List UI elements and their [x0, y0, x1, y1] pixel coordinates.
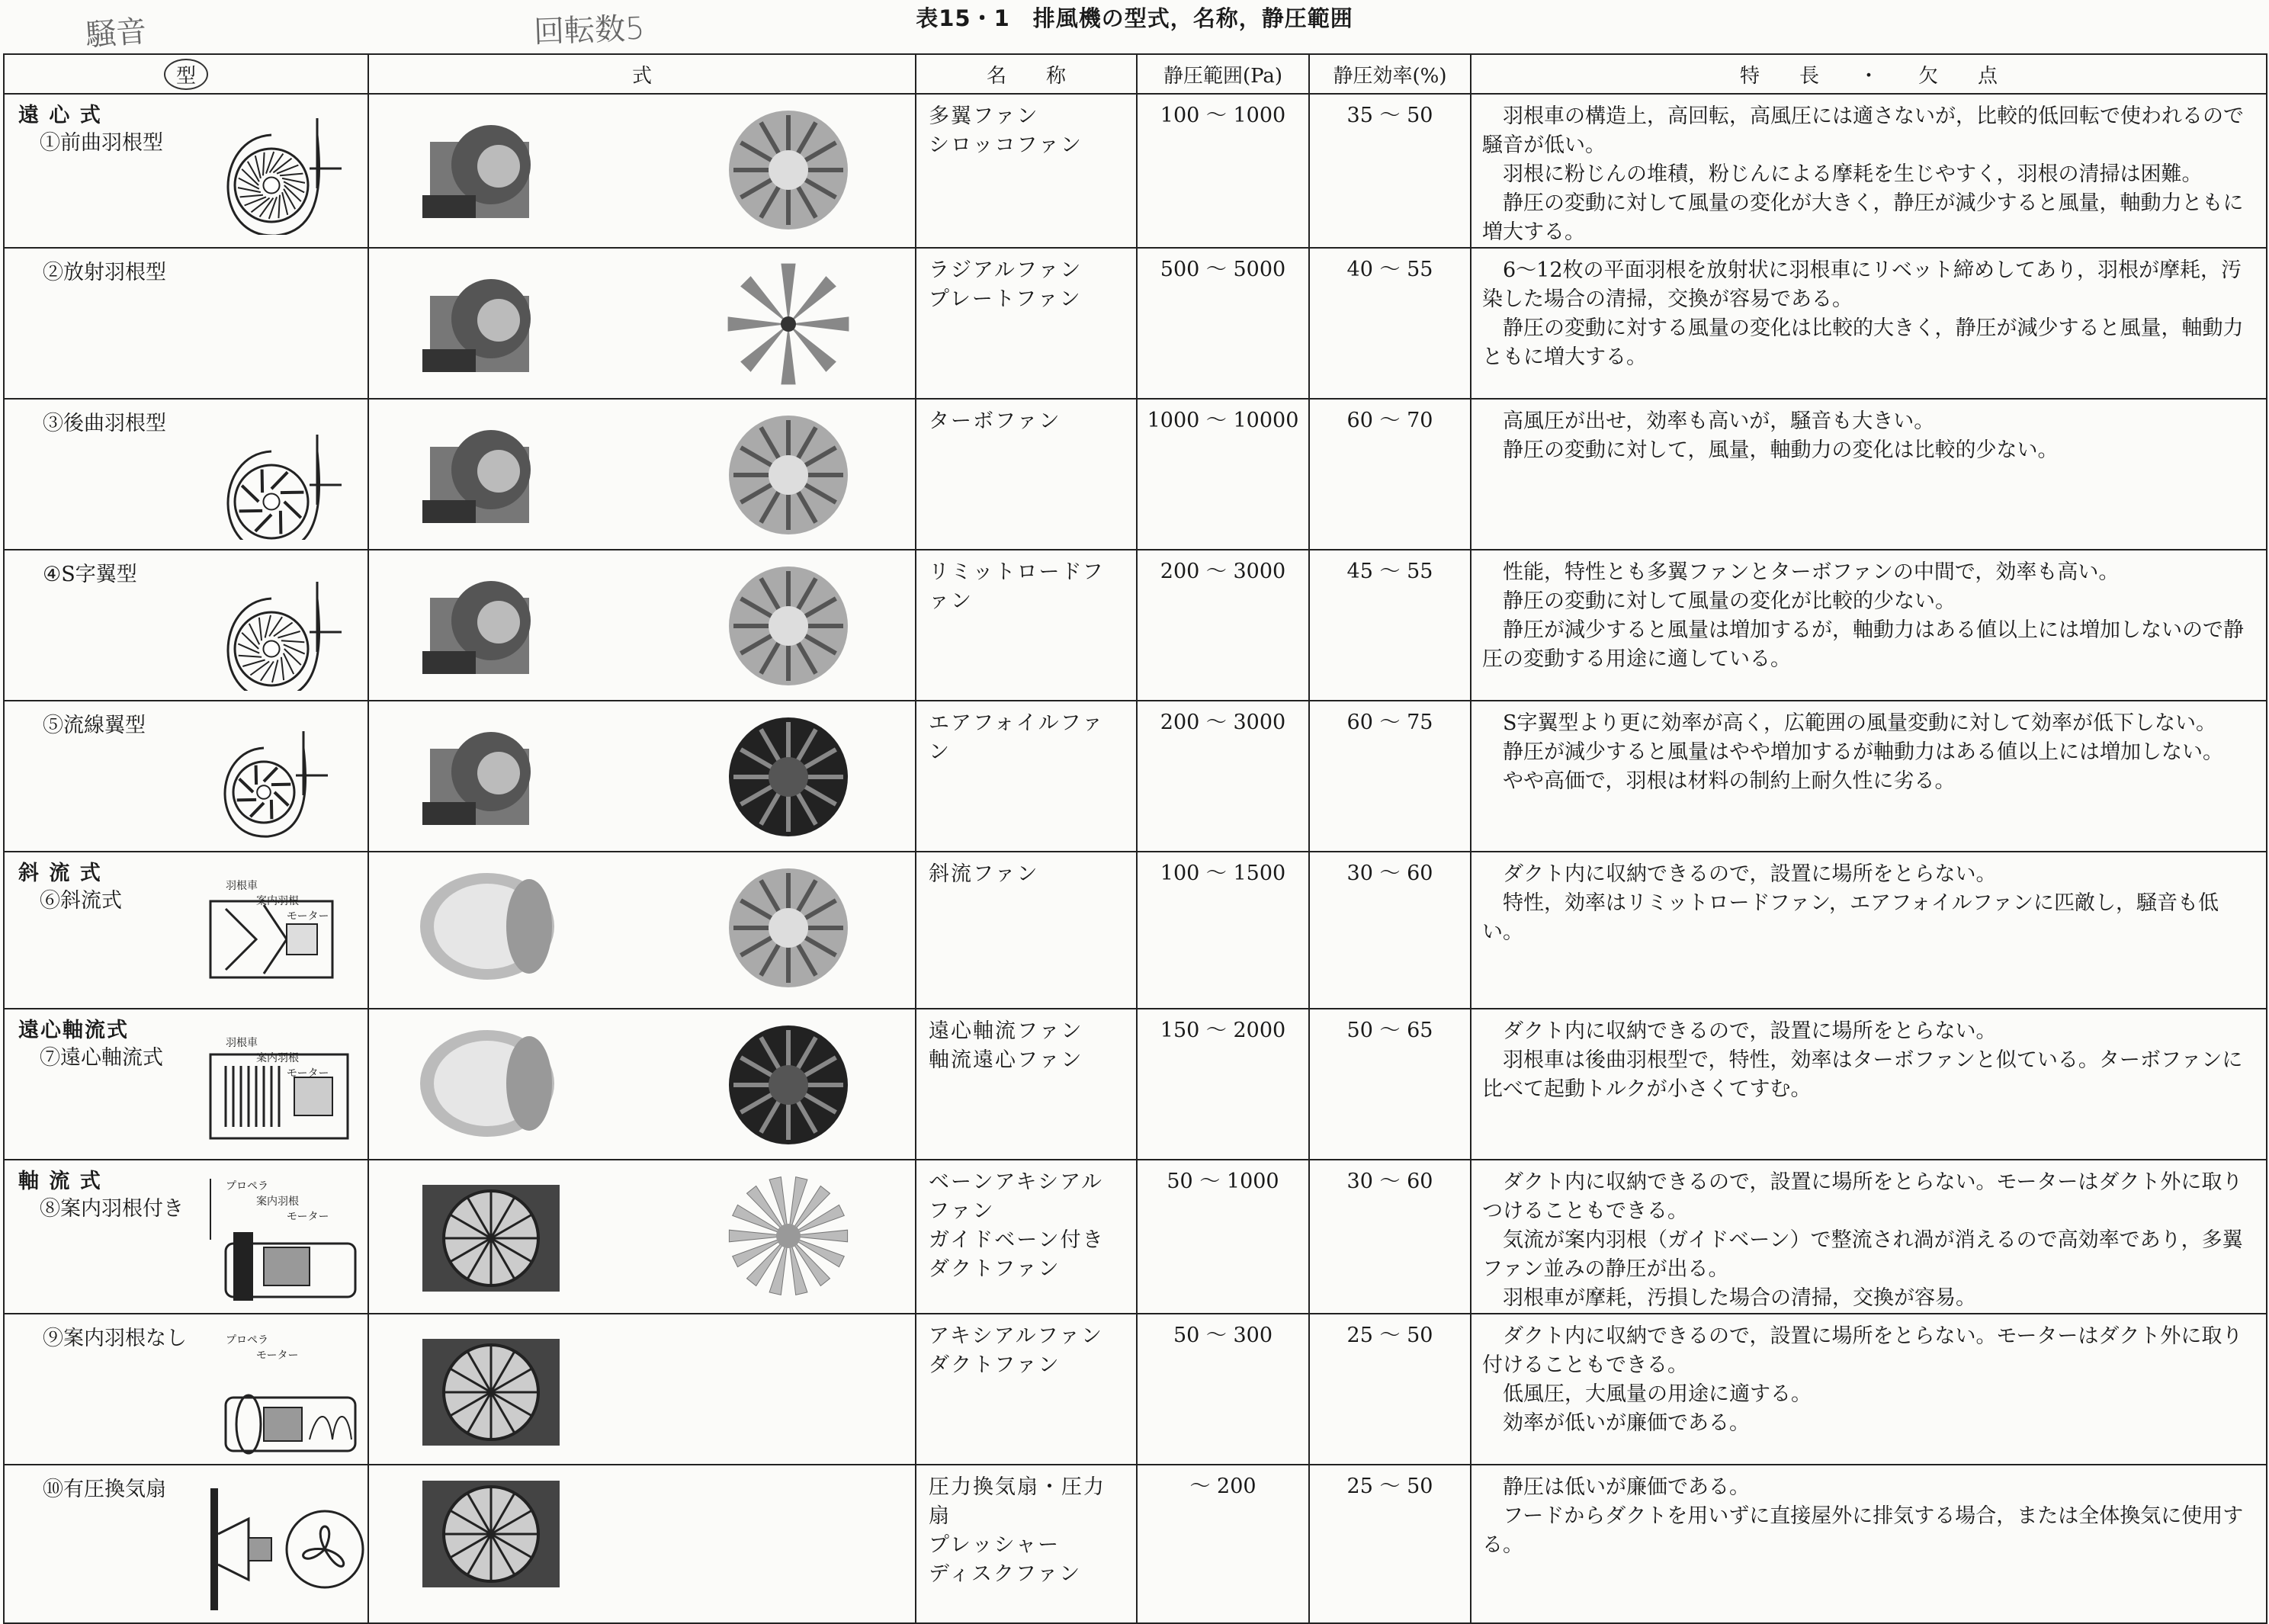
sketch-label: プロペラ	[226, 1334, 268, 1346]
static-pressure-range: 50 ～ 300	[1137, 1314, 1309, 1465]
fan-name: ラジアルファン プレートファン	[916, 248, 1137, 399]
sketch-label: モーター	[287, 1211, 329, 1223]
header-efficiency: 静圧効率(%)	[1309, 54, 1471, 94]
category-label: 遠 心 式	[18, 104, 102, 127]
sketch-label: 羽根車	[226, 1037, 258, 1049]
type-label: ②放射羽根型	[43, 261, 166, 284]
table-row	[4, 550, 2267, 701]
feature-text: 静圧の変動に対する風量の変化は比較的大きく，静圧が減少すると風量，軸動力ともに増大する。	[1482, 316, 2244, 369]
category-label: 遠心軸流式	[18, 1019, 129, 1042]
feature-text: やや高価で，羽根は材料の制約上耐久性に劣る。	[1503, 769, 1956, 793]
static-efficiency: 30 ～ 60	[1309, 852, 1471, 1009]
static-pressure-range: 1000 ～ 10000	[1137, 399, 1309, 550]
static-efficiency: 60 ～ 70	[1309, 399, 1471, 550]
table-row	[4, 1009, 2267, 1160]
fan-name: 斜流ファン	[916, 852, 1137, 1009]
table-row	[4, 248, 2267, 399]
feature-text: フードからダクトを用いずに直接屋外に排気する場合，または全体換気に使用する。	[1482, 1504, 2244, 1557]
type-label: ⑩有圧換気扇	[43, 1478, 166, 1501]
feature-text: 気流が案内羽根（ガイドベーン）で整流され渦が消えるので高効率であり，多翼ファン並みの静圧が出る。	[1482, 1228, 2243, 1281]
fan-photo-cell	[368, 1314, 916, 1465]
sketch-label: 案内羽根	[256, 1052, 299, 1064]
feature-text: 静圧が減少すると風量はやや増加するが軸動力はある値以上には増加しない。	[1503, 740, 2223, 764]
type-cell	[4, 1314, 368, 1465]
static-efficiency: 30 ～ 60	[1309, 1160, 1471, 1314]
features-cell	[1471, 1160, 2267, 1314]
header-features: 特 長 ・ 欠 点	[1471, 54, 2267, 94]
type-label: ⑤流線翼型	[43, 714, 146, 737]
fan-name: アキシアルファン ダクトファン	[916, 1314, 1137, 1465]
feature-text: 6～12枚の平面羽根を放射状に羽根車にリベット締めしてあり，羽根が摩耗，汚染した場合の清掃，交換が容易である。	[1482, 258, 2242, 311]
feature-text: 羽根車の構造上，高回転，高風圧には適さないが，比較的低回転で使われるので騒音が低い。	[1482, 104, 2244, 157]
type-cell	[4, 701, 368, 852]
feature-text: 特性，効率はリミットロードファン，エアフォイルファンに匹敵し，騒音も低い。	[1482, 891, 2219, 944]
static-pressure-range: 100 ～ 1000	[1137, 94, 1309, 248]
fan-photo-cell	[368, 1160, 916, 1314]
table-row	[4, 399, 2267, 550]
feature-text: 性能，特性とも多翼ファンとターボファンの中間で，効率も高い。	[1503, 560, 2120, 584]
table-row	[4, 94, 2267, 248]
impeller-photo	[720, 259, 857, 396]
sketch-label: 案内羽根	[256, 1196, 299, 1208]
type-cell	[4, 1009, 368, 1160]
impeller-photo	[720, 105, 857, 242]
handwritten-note: 騒音	[84, 14, 148, 53]
static-efficiency: 25 ～ 50	[1309, 1314, 1471, 1465]
handwritten-note: 回転数5	[533, 11, 646, 50]
features-cell	[1471, 701, 2267, 852]
features-cell	[1471, 399, 2267, 550]
table-row	[4, 1314, 2267, 1465]
fan-name: リミットロードファン	[916, 550, 1137, 701]
static-pressure-range: 150 ～ 2000	[1137, 1009, 1309, 1160]
feature-text: 静圧は低いが廉価である。	[1503, 1475, 1750, 1499]
features-cell	[1471, 1465, 2267, 1623]
fan-housing-photo	[415, 869, 560, 991]
impeller-photo	[720, 863, 857, 1000]
feature-text: 低風圧，大風量の用途に適する。	[1503, 1382, 1812, 1406]
static-pressure-range: 100 ～ 1500	[1137, 852, 1309, 1009]
feature-text: 羽根車は後曲羽根型で，特性，効率はターボファンと似ている。ターボファンに比べて起動トルクが小さくてすむ。	[1482, 1048, 2243, 1101]
fan-photo-cell	[368, 701, 916, 852]
fan-photo-cell	[368, 399, 916, 550]
type-cell	[4, 852, 368, 1009]
type-cell	[4, 550, 368, 701]
fan-photo-cell	[368, 852, 916, 1009]
feature-text: 羽根車が摩耗，汚損した場合の清掃，交換が容易。	[1503, 1286, 1976, 1310]
table-row	[4, 1160, 2267, 1314]
static-pressure-range: 200 ～ 3000	[1137, 701, 1309, 852]
fan-photo-cell	[368, 248, 916, 399]
features-cell	[1471, 1314, 2267, 1465]
feature-text: 静圧の変動に対して風量の変化が比較的少ない。	[1503, 589, 1956, 613]
impeller-photo	[720, 410, 857, 547]
sketch-label: 羽根車	[226, 880, 258, 892]
table-row	[4, 701, 2267, 852]
static-pressure-range: 500 ～ 5000	[1137, 248, 1309, 399]
fan-housing-photo	[415, 111, 567, 233]
features-cell	[1471, 852, 2267, 1009]
feature-text: ダクト内に収納できるので，設置に場所をとらない。モーターはダクト外に取りつけることもできる。	[1482, 1170, 2243, 1223]
type-cell	[4, 399, 368, 550]
type-label: ③後曲羽根型	[43, 412, 166, 435]
features-cell	[1471, 550, 2267, 701]
feature-text: 高風圧が出せ，効率も高いが，騒音も大きい。	[1503, 409, 1935, 433]
static-pressure-range: 50 ～ 1000	[1137, 1160, 1309, 1314]
sketch-label: モーター	[256, 1350, 299, 1362]
fan-name: 多翼ファン シロッコファン	[916, 94, 1137, 248]
static-efficiency: 60 ～ 75	[1309, 701, 1471, 852]
fan-photo-cell	[368, 94, 916, 248]
static-efficiency: 40 ～ 55	[1309, 248, 1471, 399]
category-label: 斜 流 式	[18, 862, 102, 885]
impeller-photo	[720, 561, 857, 698]
fan-name: 圧力換気扇・圧力扇 プレッシャー ディスクファン	[916, 1465, 1137, 1623]
feature-text: 羽根に粉じんの堆積，粉じんによる摩耗を生じやすく，羽根の清掃は困難。	[1503, 162, 2203, 186]
features-cell	[1471, 248, 2267, 399]
features-cell	[1471, 1009, 2267, 1160]
fan-name: 遠心軸流ファン 軸流遠心ファン	[916, 1009, 1137, 1160]
fan-photo-cell	[368, 1465, 916, 1623]
sketch-label: 案内羽根	[256, 895, 299, 907]
static-efficiency: 25 ～ 50	[1309, 1465, 1471, 1623]
header-form: 式	[368, 54, 916, 94]
feature-text: ダクト内に収納できるので，設置に場所をとらない。	[1503, 1019, 1997, 1043]
impeller-photo	[720, 1171, 857, 1308]
type-label: ⑧案内羽根付き	[40, 1197, 184, 1221]
feature-text: 静圧が減少すると風量は増加するが，軸動力はある値以上には増加しないので静圧の変動する用途に適している。	[1482, 618, 2244, 671]
type-cell	[4, 1160, 368, 1314]
type-label: ①前曲羽根型	[40, 131, 163, 155]
static-pressure-range: ～ 200	[1137, 1465, 1309, 1623]
static-efficiency: 45 ～ 55	[1309, 550, 1471, 701]
feature-text: 静圧の変動に対して，風量，軸動力の変化は比較的少ない。	[1503, 438, 2059, 462]
type-cell	[4, 94, 368, 248]
fan-housing-photo	[415, 416, 567, 538]
sketch-label: モーター	[287, 1067, 329, 1080]
table-title: 表15・1 排風機の型式，名称，静圧範囲	[916, 5, 1353, 31]
fan-housing-photo	[415, 265, 567, 387]
fan-housing-photo	[415, 1473, 567, 1603]
fan-name: ベーンアキシアル ファン ガイドベーン付き ダクトファン	[916, 1160, 1137, 1314]
fan-types-table	[3, 53, 2267, 1624]
feature-text: 効率が低いが廉価である。	[1503, 1411, 1750, 1435]
type-cell	[4, 1465, 368, 1623]
fan-housing-photo	[415, 1331, 567, 1461]
type-label: ⑨案内羽根なし	[43, 1327, 187, 1350]
fan-photo-cell	[368, 1009, 916, 1160]
fan-photo-cell	[368, 550, 916, 701]
header-name: 名 称	[916, 54, 1137, 94]
feature-text: S字翼型より更に効率が高く，広範囲の風量変動に対して効率が低下しない。	[1503, 711, 2216, 735]
table-row	[4, 852, 2267, 1009]
fan-name: エアフォイルファン	[916, 701, 1137, 852]
header-pressure: 静圧範囲(Pa)	[1137, 54, 1309, 94]
type-label: ④S字翼型	[43, 563, 137, 586]
type-label: ⑥斜流式	[40, 889, 122, 913]
table-row	[4, 1465, 2267, 1623]
features-cell	[1471, 94, 2267, 248]
header-row	[4, 54, 2267, 94]
static-pressure-range: 200 ～ 3000	[1137, 550, 1309, 701]
fan-name: ターボファン	[916, 399, 1137, 550]
fan-housing-photo	[415, 1026, 560, 1148]
static-efficiency: 35 ～ 50	[1309, 94, 1471, 248]
type-label: ⑦遠心軸流式	[40, 1046, 163, 1070]
fan-housing-photo	[415, 1177, 567, 1307]
feature-text: ダクト内に収納できるので，設置に場所をとらない。	[1503, 862, 1997, 886]
static-efficiency: 50 ～ 65	[1309, 1009, 1471, 1160]
feature-text: ダクト内に収納できるので，設置に場所をとらない。モーターはダクト外に取り付けることもできる。	[1482, 1324, 2243, 1377]
fan-housing-photo	[415, 718, 567, 840]
impeller-photo	[720, 1020, 857, 1157]
type-cell	[4, 248, 368, 399]
sketch-label: プロペラ	[226, 1180, 268, 1192]
impeller-photo	[720, 712, 857, 849]
sketch-label: モーター	[287, 910, 329, 923]
header-type: 型	[4, 54, 368, 94]
feature-text: 静圧の変動に対して風量の変化が大きく，静圧が減少すると風量，軸動力ともに増大する。	[1482, 191, 2244, 244]
category-label: 軸 流 式	[18, 1170, 102, 1193]
fan-housing-photo	[415, 567, 567, 689]
